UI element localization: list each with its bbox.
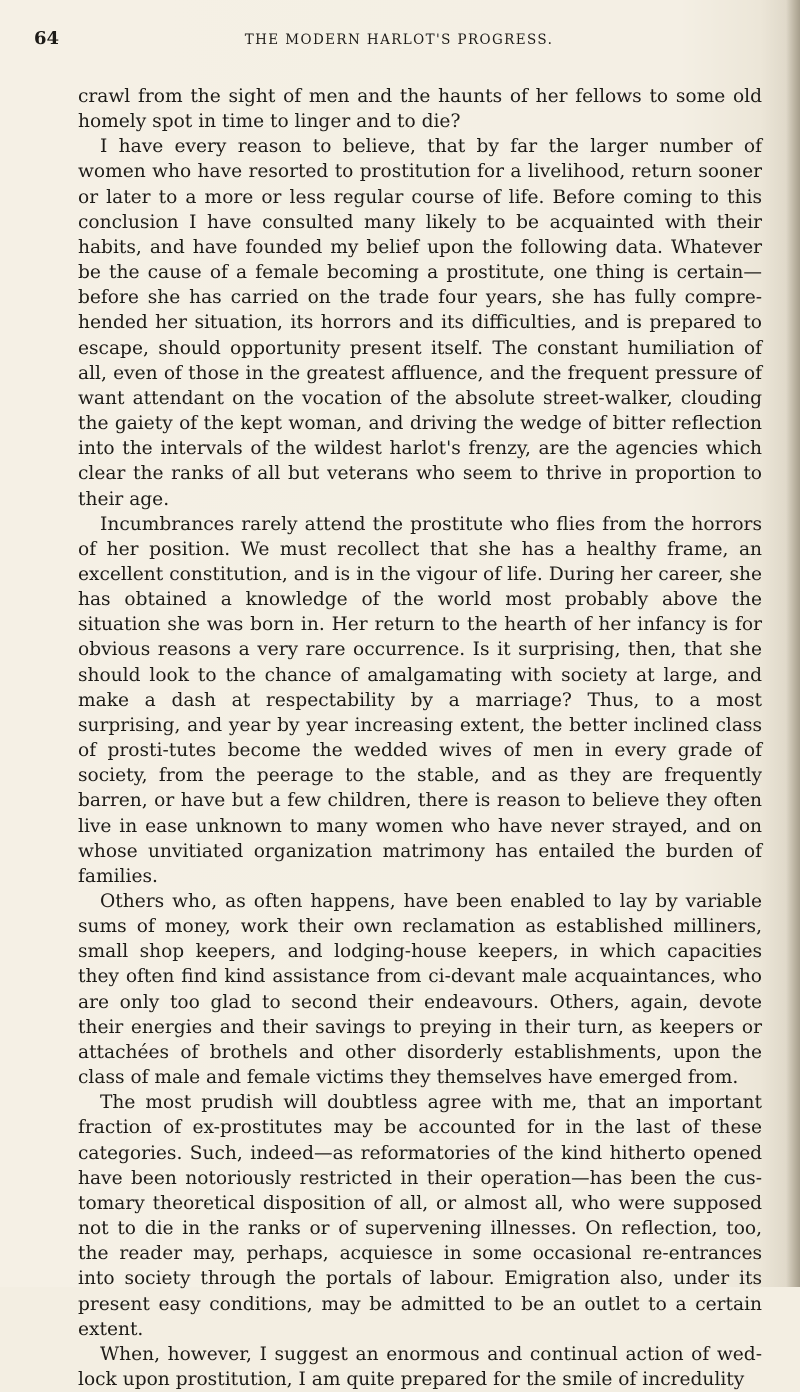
paragraph-continuation: crawl from the sight of men and the haunts of her fellows to some old homely spot in time to linger and to die?: [78, 86, 762, 133]
page-edge-shadow: [786, 0, 800, 1287]
paragraph: The most prudish will doubtless agree with me, that an important fraction of ex-prostitutes may be accounted for in the last of these categories. Such, indeed—as reformatories of the kind hitherto opened have been notoriously restricted in their operation—has been the cus-tomary theoretical disposition of all, or almost all, who were supposed not to die in the ranks or of supervening illnesses. On reflection, too, the reader may, perhaps, acquiesce in some occasional re-entrances into society through the portals of labour. Emigration also, under its present easy conditions, may be admitted to be an outlet to a certain extent.: [78, 1092, 762, 1340]
paragraph: I have every reason to believe, that by far the larger number of women who have resorted to prostitution for a livelihood, return sooner or later to a more or less regular course of life. Before coming to this conclusion I have consulted many likely to be acquainted with their habits, and have founded my belief upon the following data. Whatever be the cause of a female becoming a prostitute, one thing is certain— before she has carried on the trade four years, she has fully compre-hended her situation, its horrors and its difficulties, and is prepared to escape, should opportunity present itself. The constant humiliation of all, even of those in the greatest affluence, and the frequent pressure of want attendant on the vocation of the absolute street-walker, clouding the gaiety of the kept woman, and driving the wedge of bitter reflection into the intervals of the wildest harlot's frenzy, are the agencies which clear the ranks of all but veterans who seem to thrive in proportion to their age.: [78, 136, 762, 510]
paragraph: Incumbrances rarely attend the prostitute who flies from the horrors of her position. We must recollect that she has a healthy frame, an excellent constitution, and is in the vigour of life. During her career, she has obtained a knowledge of the world most probably above the situation she was born in. Her return to the hearth of her infancy is for obvious reasons a very rare occurrence. Is it surprising, then, that she should look to the chance of amalgamating with society at large, and make a dash at respectability by a marriage? Thus, to a most surprising, and year by year increasing extent, the better inclined class of prosti-tutes become the wedded wives of men in every grade of society, from the peerage to the stable, and as they are frequently barren, or have but a few children, there is reason to believe they often live in ease unknown to many women who have never strayed, and on whose unvitiated organization matrimony has entailed the burden of families.: [78, 513, 762, 887]
paragraph: Others who, as often happens, have been enabled to lay by variable sums of money, work their own reclamation as established milliners, small shop keepers, and lodging-house keepers, in which capacities they often find kind assistance from ci-devant male acquaintances, who are only too glad to second their endeavours. Others, again, devote their energies and their savings to preying in their turn, as keepers or attachées of brothels and other disorderly establishments, upon the class of male and female victims they themselves have emerged from.: [78, 891, 762, 1089]
running-head: THE MODERN HARLOT'S PROGRESS.: [244, 32, 554, 48]
body-text: [78, 84, 762, 1392]
page-number: 64: [34, 28, 60, 49]
paragraph: When, however, I suggest an enormous and continual action of wed-lock upon prostitution, I am quite prepared for the smile of incredulity: [78, 1343, 762, 1390]
page-header: [34, 28, 764, 52]
